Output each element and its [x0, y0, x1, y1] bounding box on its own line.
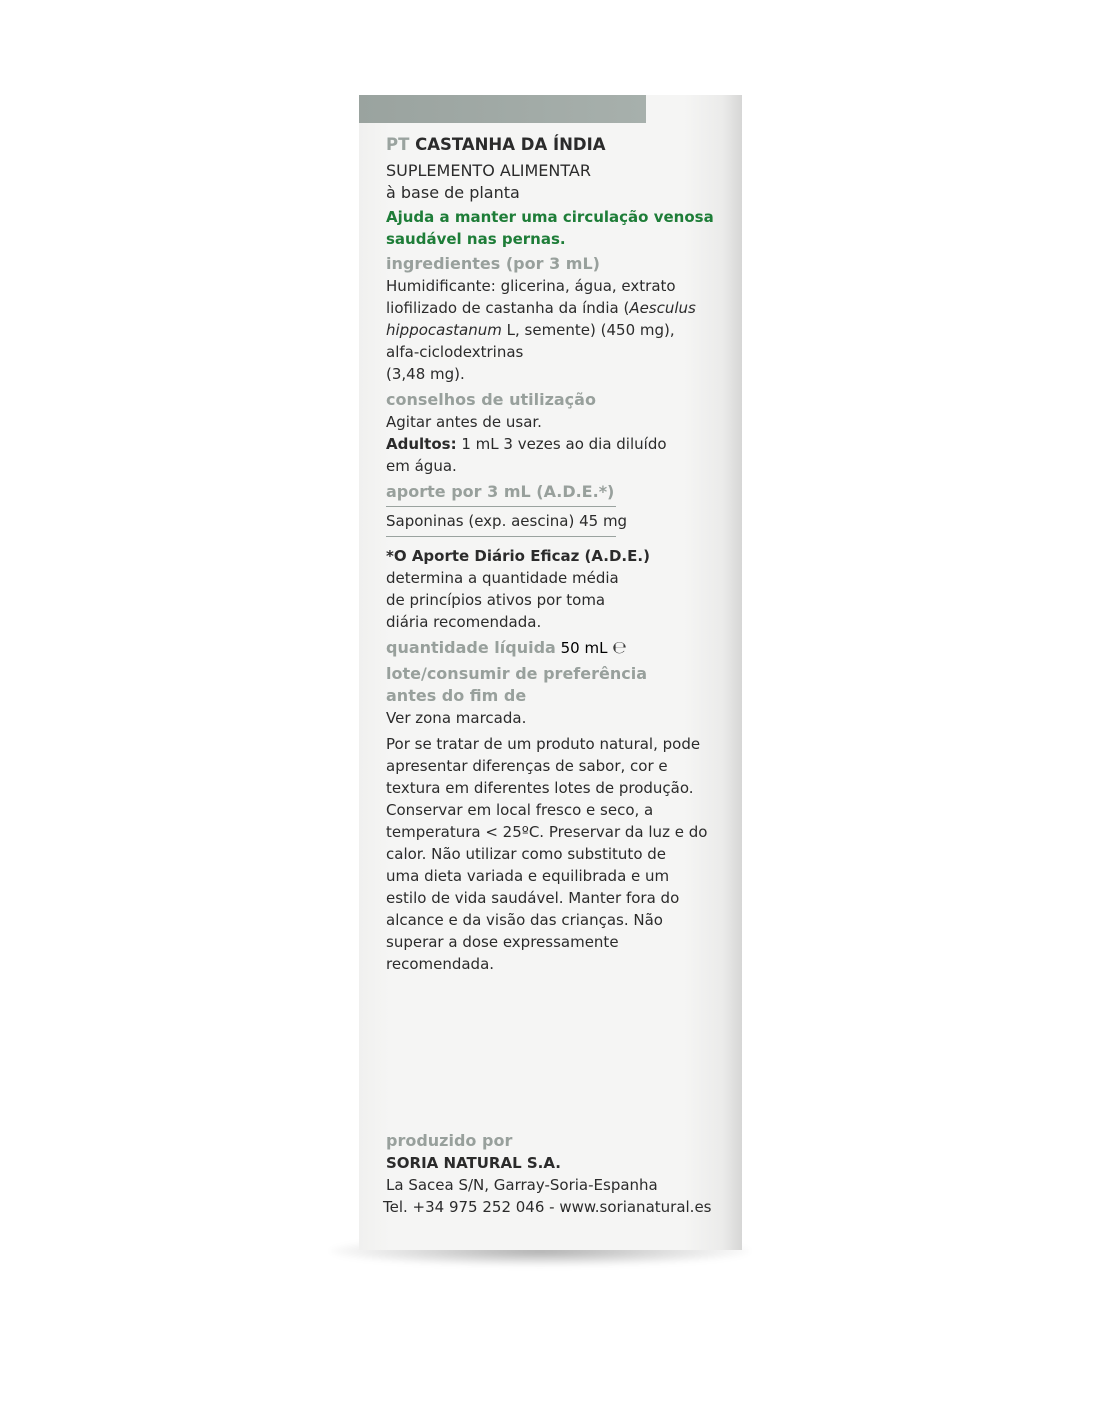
producer-section [383, 1130, 726, 1218]
warning-line: uma dieta variada e equilibrada e um [386, 867, 670, 885]
warning-line: calor. Não utilizar como substituto de [386, 845, 667, 863]
ingredients-text: L, semente) (450 mg), [501, 321, 675, 339]
top-color-band [359, 95, 646, 123]
warning-line: alcance e da visão das crianças. Não [386, 911, 663, 929]
warning-line: textura em diferentes lotes de produção. [386, 779, 694, 797]
producer-address: La Sacea S/N, Garray-Soria-Espanha [386, 1176, 658, 1194]
usage-line: Agitar antes de usar. [386, 413, 542, 431]
ade-note [386, 545, 726, 633]
table-rule-bottom [386, 536, 616, 537]
lot-heading: lote/consumir de preferência [386, 664, 647, 683]
ingredients-line [386, 319, 726, 341]
ingredients-line: Humidificante: glicerina, água, extrato [386, 277, 676, 295]
ingredients-section [386, 253, 726, 385]
net-quantity [386, 638, 627, 658]
qty-heading: quantidade líquida [386, 638, 556, 657]
lot-section [386, 663, 726, 729]
warning-line: recomendada. [386, 955, 495, 973]
qty-value: 50 mL [555, 639, 613, 657]
producer-contact: Tel. +34 975 252 046 - www.sorianatural.es [383, 1198, 712, 1216]
product-title [386, 135, 606, 154]
ade-note-line: de princípios ativos por toma [386, 591, 606, 609]
product-name: CASTANHA DA ÍNDIA [415, 135, 606, 154]
ade-section [386, 481, 726, 503]
ingredients-text: liofilizado de castanha da índia ( [386, 299, 630, 317]
ade-note-title: *O Aporte Diário Eficaz (A.D.E.) [386, 547, 650, 565]
estimated-e-icon: ℮ [612, 638, 627, 658]
latin-name: hippocastanum [386, 321, 502, 339]
claim-line: Ajuda a manter uma circulação venosa [386, 208, 714, 226]
warning-line: Por se tratar de um produto natural, pode [386, 735, 701, 753]
ingredients-line: (3,48 mg). [386, 365, 465, 383]
subtitle-line: à base de planta [386, 183, 520, 202]
warnings [386, 733, 726, 975]
usage-heading: conselhos de utilização [386, 390, 596, 409]
lot-text: Ver zona marcada. [386, 709, 527, 727]
ade-note-line: diária recomendada. [386, 613, 542, 631]
warning-line: temperatura < 25ºC. Preservar da luz e do [386, 823, 708, 841]
ade-note-line: determina a quantidade média [386, 569, 619, 587]
ingredients-line [386, 297, 726, 319]
health-claim [386, 206, 726, 250]
claim-line: saudável nas pernas. [386, 230, 566, 248]
producer-name: SORIA NATURAL S.A. [386, 1154, 561, 1172]
language-code: PT [386, 135, 410, 154]
usage-line [386, 433, 726, 455]
lot-heading: antes do fim de [386, 686, 527, 705]
producer-heading: produzido por [386, 1131, 513, 1150]
warning-line: Conservar em local fresco e seco, a [386, 801, 654, 819]
table-rule-top [386, 506, 616, 507]
ingredients-heading: ingredientes (por 3 mL) [386, 254, 600, 273]
ade-table-row [386, 510, 726, 532]
warning-line: estilo de vida saudável. Manter fora do [386, 889, 680, 907]
usage-line: em água. [386, 457, 457, 475]
warning-line: apresentar diferenças de sabor, cor e [386, 757, 668, 775]
latin-name: Aesculus [629, 299, 696, 317]
adult-label: Adultos: [386, 435, 457, 453]
adult-dose: 1 mL 3 vezes ao dia diluído [456, 435, 667, 453]
usage-section [386, 389, 726, 477]
warning-line: superar a dose expressamente [386, 933, 619, 951]
subtitle [386, 160, 726, 204]
subtitle-line: SUPLEMENTO ALIMENTAR [386, 161, 591, 180]
ingredients-line: alfa-ciclodextrinas [386, 343, 524, 361]
ade-row-text: Saponinas (exp. aescina) 45 mg [386, 512, 628, 530]
ade-heading: aporte por 3 mL (A.D.E.*) [386, 482, 615, 501]
